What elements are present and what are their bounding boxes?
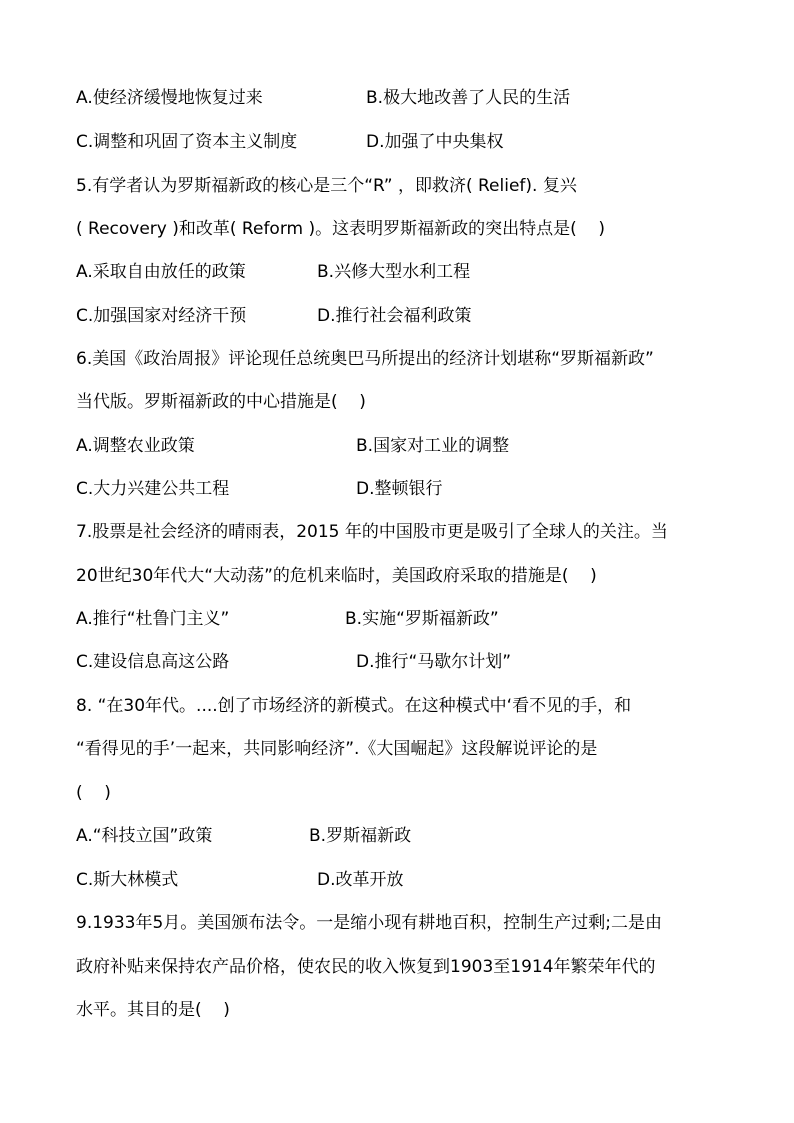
q6-stem-line1: 6.美国《政治周报》评论现任总统奥巴马所提出的经济计划堪称“罗斯福新政” [76,349,654,369]
q7-option-d: D.推行“马歇尔计划” [356,652,512,672]
q4-option-a: A.使经济缓慢地恢复过来 [76,88,263,108]
q9-stem-line2: 政府补贴来保持农产品价格，使农民的收入恢复到1903至1914年繁荣年代的 [76,957,656,977]
q7-stem-line2: 20世纪30年代大“大动荡”的危机来临时，美国政府采取的措施是( ) [76,566,597,586]
q6-option-d: D.整顿银行 [356,479,443,499]
q9-stem-line1: 9.1933年5月。美国颁布法令。一是缩小现有耕地百积，控制生产过剩;二是由 [76,913,663,933]
q9-stem-line3: 水平。其目的是( ) [76,1000,230,1020]
q5-option-b: B.兴修大型水利工程 [317,262,471,282]
q6-stem-line2: 当代版。罗斯福新政的中心措施是( ) [76,392,366,412]
q4-option-b: B.极大地改善了人民的生活 [366,88,571,108]
q5-stem-line2: ( Recovery )和改革( Reform )。这表明罗斯福新政的突出特点是( ) [76,219,605,239]
q4-option-d: D.加强了中央集权 [366,132,504,152]
q8-stem-line1: 8. “在30年代。....创了市场经济的新模式。在这种模式中‘看不见的手，和 [76,696,632,716]
q6-option-c: C.大力兴建公共工程 [76,479,230,499]
q5-stem-line1: 5.有学者认为罗斯福新政的核心是三个“R” ，即救济( Relief). 复兴 [76,176,577,196]
q7-option-b: B.实施“罗斯福新政” [345,609,499,629]
q7-stem-line1: 7.股票是社会经济的晴雨表，2015 年的中国股市更是吸引了全球人的关注。当 [76,522,668,542]
q8-option-b: B.罗斯福新政 [309,826,412,846]
q8-option-a: A.“科技立国”政策 [76,826,213,846]
q6-option-b: B.国家对工业的调整 [356,436,510,456]
q7-option-a: A.推行“杜鲁门主义” [76,609,230,629]
q6-option-a: A.调整农业政策 [76,436,195,456]
q5-option-c: C.加强国家对经济干预 [76,306,247,326]
q8-stem-line2: “看得见的手’一起来，共同影响经济”.《大国崛起》这段解说评论的是 [76,739,598,759]
q5-option-a: A.采取自由放任的政策 [76,262,246,282]
q5-option-d: D.推行社会福利政策 [317,306,472,326]
q7-option-c: C.建设信息高这公路 [76,652,230,672]
q8-option-c: C.斯大林模式 [76,870,179,890]
q8-option-d: D.改革开放 [317,870,404,890]
q8-stem-line3: ( ) [76,783,111,803]
q4-option-c: C.调整和巩固了资本主义制度 [76,132,298,152]
